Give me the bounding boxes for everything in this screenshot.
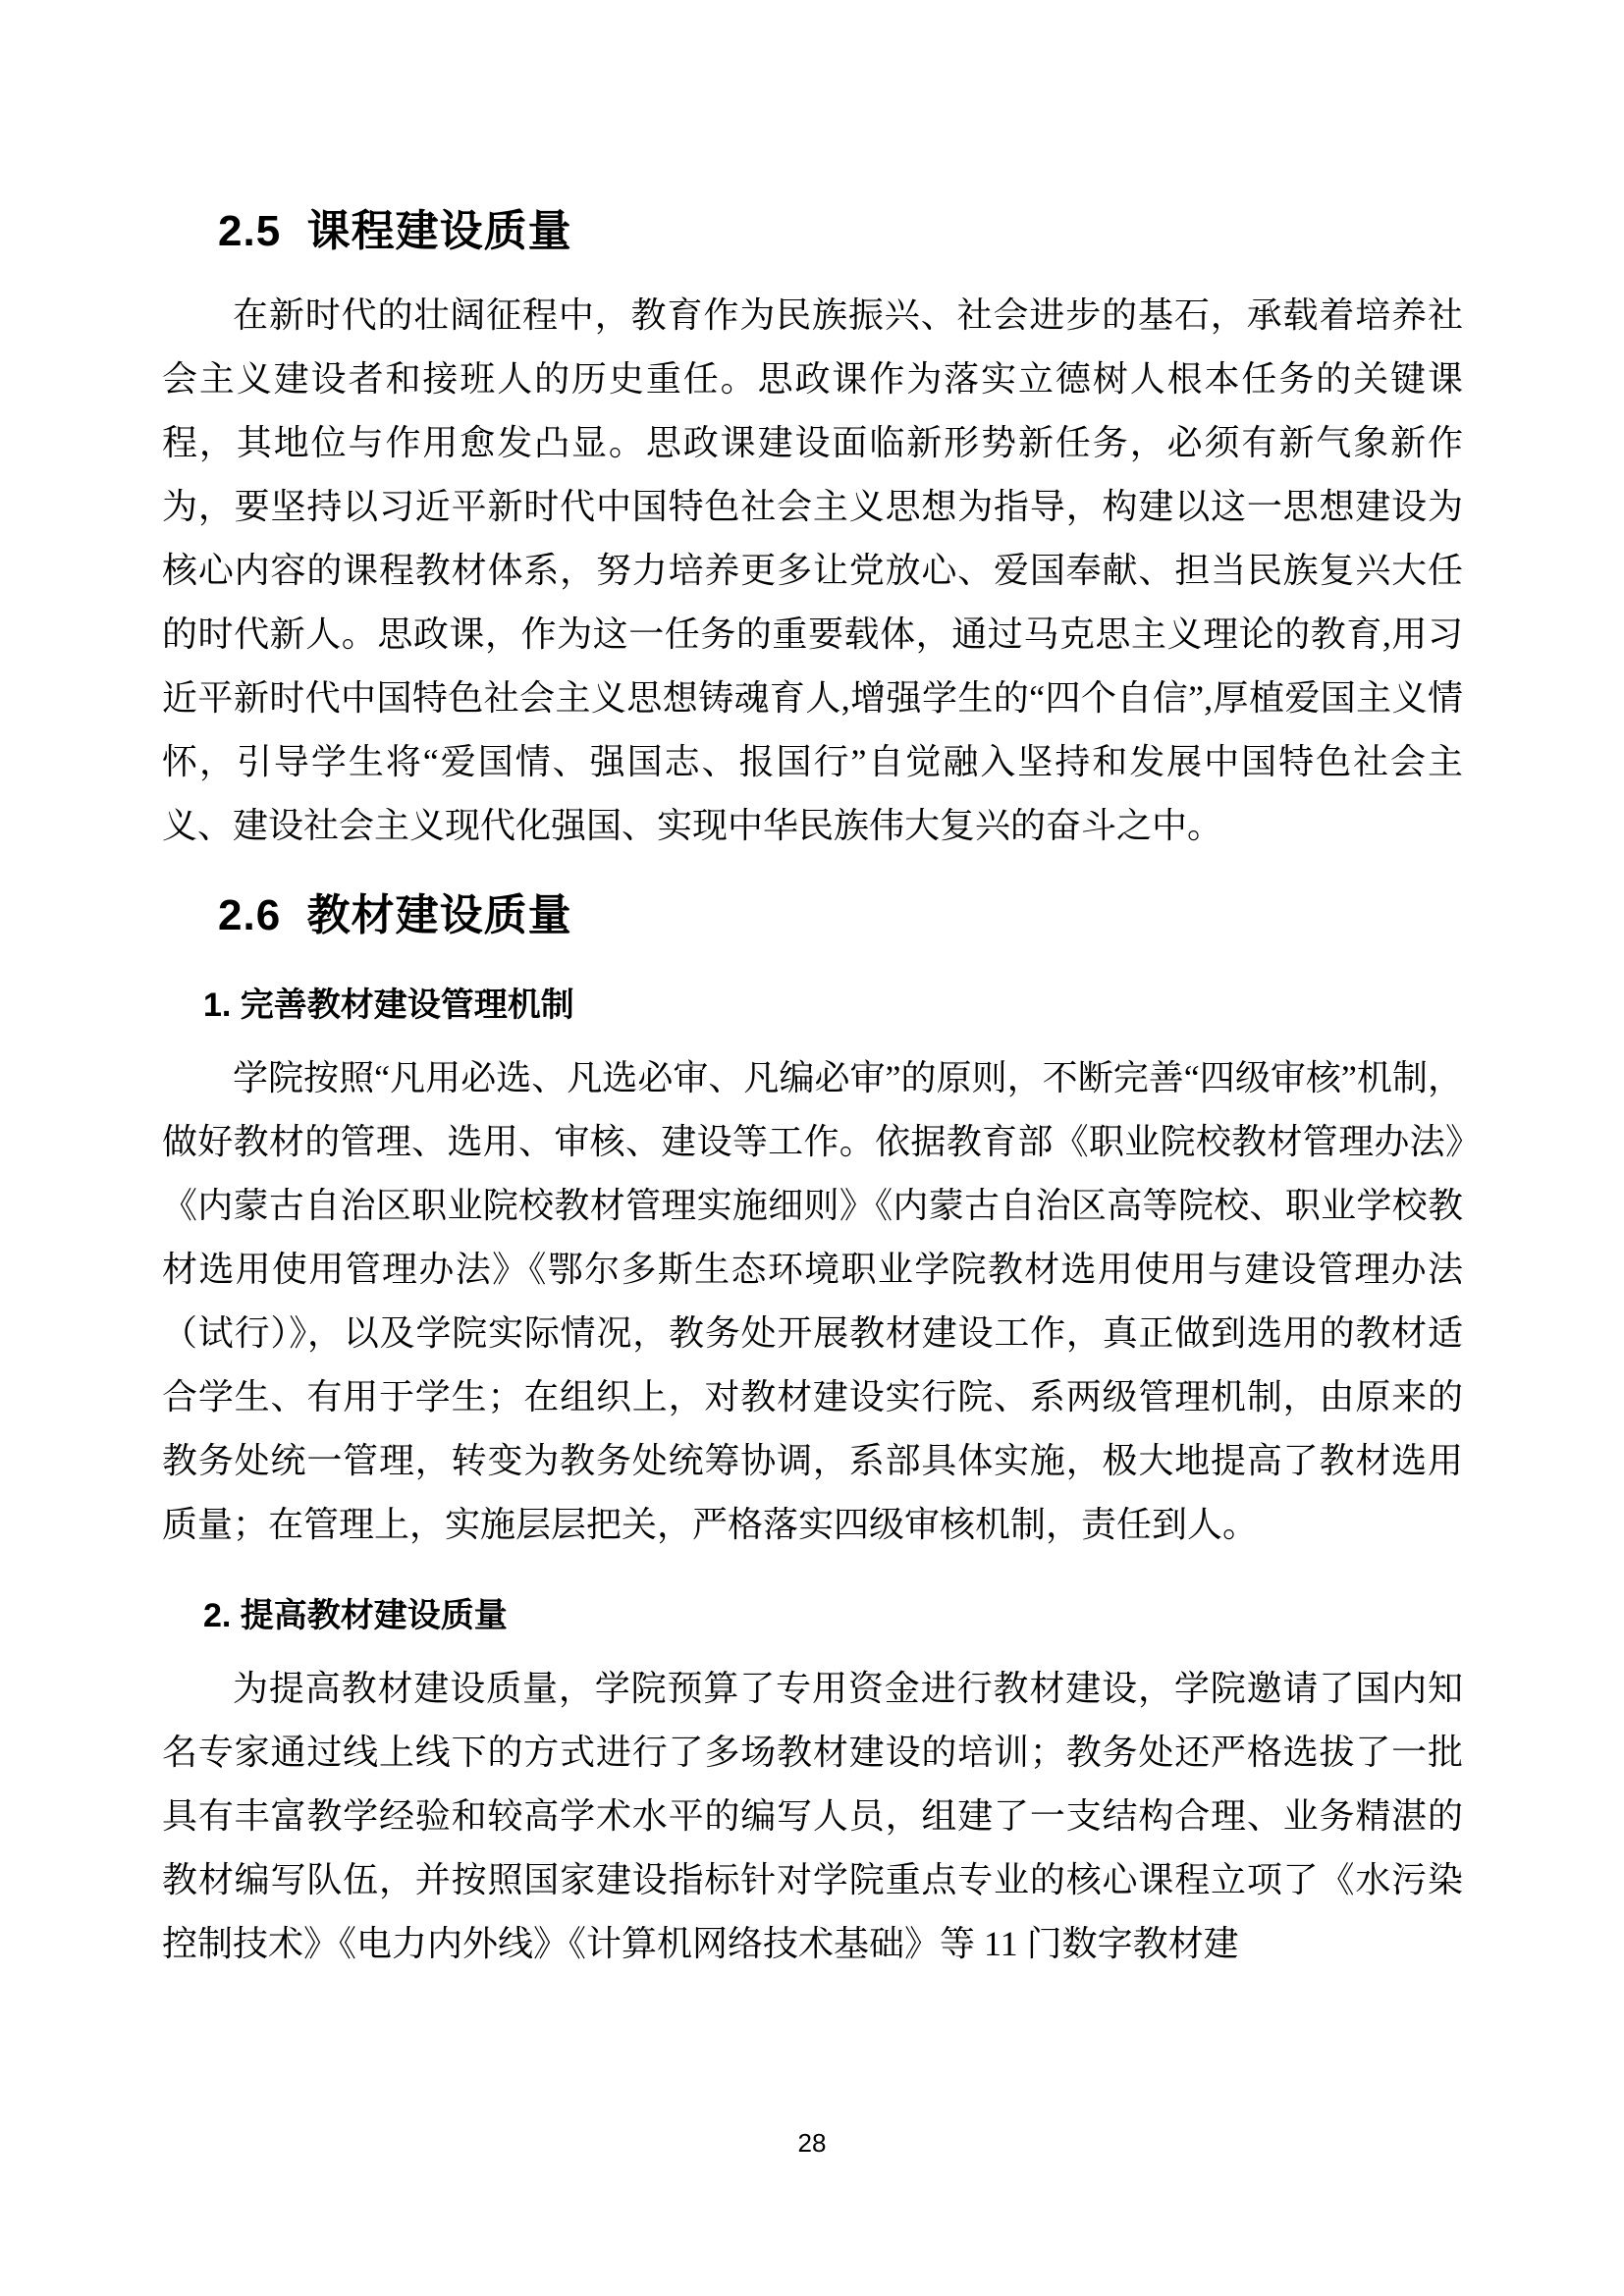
section-heading-course-quality: 2.5 课程建设质量 (218, 207, 572, 255)
page-number: 28 (797, 2128, 827, 2158)
paragraph-textbook-construction: 为提高教材建设质量，学院预算了专用资金进行教材建设，学院邀请了国内知名专家通过线上线下的方式进行了多场教材建设的培训；教务处还严格选拔了一批具有丰富教学经验和较高学术水平的编写人员，组建了一支结构合理、业务精湛的教材编写队伍，并按照国家建设指标针对学院重点专业的核心课程立项了《水污染控制技术》《电力内外线》《计算机网络技术基础》等 11 门数字教材建 (162, 1669, 1463, 1963)
section-heading-textbook-quality: 2.6 教材建设质量 (218, 891, 572, 939)
paragraph-textbook-management: 学院按照“凡用必选、凡选必审、凡编必审”的原则，不断完善“四级审核”机制，做好教材的管理、选用、审核、建设等工作。依据教育部《职业院校教材管理办法》《内蒙古自治区职业院校教材管理实施细则》《内蒙古自治区高等院校、职业学校教材选用使用管理办法》《鄂尔多斯生态环境职业学院教材选用使用与建设管理办法（试行）》，以及学院实际情况，教务处开展教材建设工作，真正做到选用的教材适合学生、有用于学生；在组织上，对教材建设实行院、系两级管理机制，由原来的教务处统一管理，转变为教务处统筹协调，系部具体实施，极大地提高了教材选用质量；在管理上，实施层层把关，严格落实四级审核机制，责任到人。 (162, 1058, 1463, 1544)
subheading-textbook-management-mechanism: 1. 完善教材建设管理机制 (203, 987, 574, 1024)
subheading-improve-textbook-quality: 2. 提高教材建设质量 (203, 1597, 508, 1634)
paragraph-course-quality: 在新时代的壮阔征程中，教育作为民族振兴、社会进步的基石，承载着培养社会主义建设者和接班人的历史重任。思政课作为落实立德树人根本任务的关键课程，其地位与作用愈发凸显。思政课建设面临新形势新任务，必须有新气象新作为，要坚持以习近平新时代中国特色社会主义思想为指导，构建以这一思想建设为核心内容的课程教材体系，努力培养更多让党放心、爱国奉献、担当民族复兴大任的时代新人。思政课，作为这一任务的重要载体，通过马克思主义理论的教育,用习近平新时代中国特色社会主义思想铸魂育人,增强学生的“四个自信”,厚植爱国主义情怀，引导学生将“爱国情、强国志、报国行”自觉融入坚持和发展中国特色社会主义、建设社会主义现代化强国、实现中华民族伟大复兴的奋斗之中。 (162, 295, 1463, 845)
